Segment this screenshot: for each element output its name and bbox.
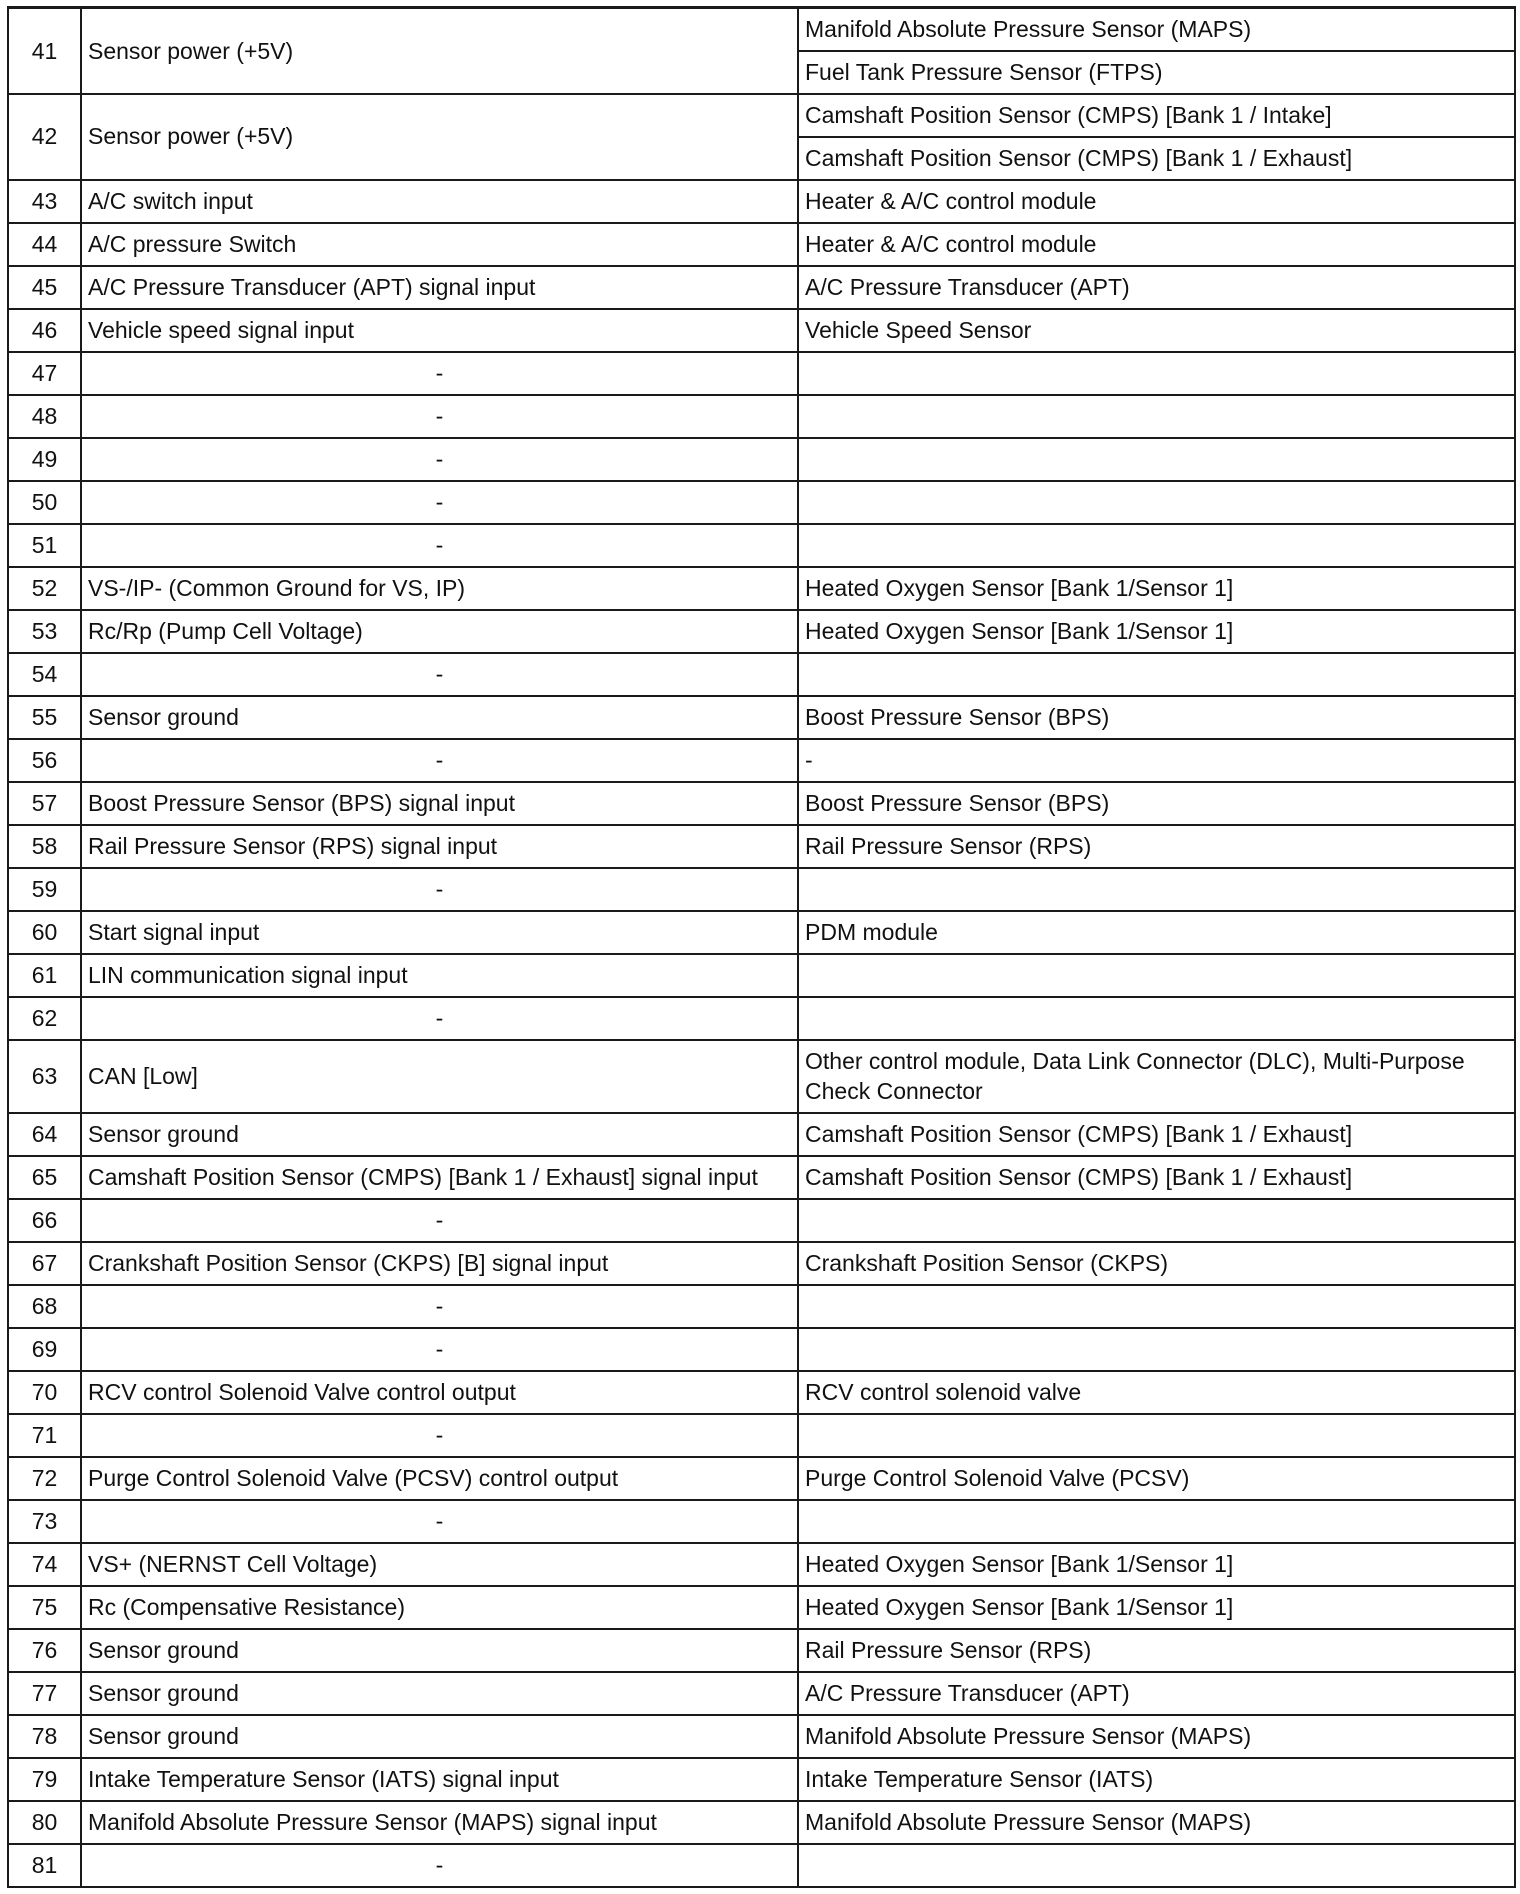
pin-description: - [81, 1500, 798, 1543]
pin-number: 71 [8, 1414, 81, 1457]
pin-number: 62 [8, 997, 81, 1040]
table-row [8, 954, 1515, 997]
table-row [8, 438, 1515, 481]
pin-number: 49 [8, 438, 81, 481]
pin-description: Rc (Compensative Resistance) [81, 1586, 798, 1629]
connected-component: Rail Pressure Sensor (RPS) [798, 825, 1515, 868]
pin-number: 52 [8, 567, 81, 610]
connected-component: Intake Temperature Sensor (IATS) [798, 1758, 1515, 1801]
pin-table [7, 6, 1516, 1888]
pin-description: Sensor ground [81, 1672, 798, 1715]
pin-number: 77 [8, 1672, 81, 1715]
pin-number: 65 [8, 1156, 81, 1199]
pin-description: - [81, 481, 798, 524]
connected-component: Heated Oxygen Sensor [Bank 1/Sensor 1] [798, 610, 1515, 653]
pin-description: - [81, 653, 798, 696]
pin-number: 63 [8, 1040, 81, 1113]
connected-component [798, 524, 1515, 567]
table-row [8, 395, 1515, 438]
table-row [8, 1371, 1515, 1414]
pin-number: 80 [8, 1801, 81, 1844]
table-row [8, 1457, 1515, 1500]
pin-description: Rail Pressure Sensor (RPS) signal input [81, 825, 798, 868]
pin-number: 45 [8, 266, 81, 309]
table-row [8, 266, 1515, 309]
pin-number: 66 [8, 1199, 81, 1242]
table-row [8, 8, 1515, 51]
connected-component: Manifold Absolute Pressure Sensor (MAPS) [798, 8, 1515, 51]
pin-description: Intake Temperature Sensor (IATS) signal input [81, 1758, 798, 1801]
connected-component [798, 1414, 1515, 1457]
connected-component [798, 1199, 1515, 1242]
pin-description: Sensor ground [81, 1113, 798, 1156]
connected-component: - [798, 739, 1515, 782]
connected-component [798, 352, 1515, 395]
pin-description: Purge Control Solenoid Valve (PCSV) control output [81, 1457, 798, 1500]
pin-number: 60 [8, 911, 81, 954]
pin-description: - [81, 524, 798, 567]
connected-component: Fuel Tank Pressure Sensor (FTPS) [798, 51, 1515, 94]
table-row [8, 1414, 1515, 1457]
table-row [8, 825, 1515, 868]
pin-number: 56 [8, 739, 81, 782]
pin-number: 64 [8, 1113, 81, 1156]
table-row [8, 1715, 1515, 1758]
pin-number: 41 [8, 8, 81, 94]
connected-component [798, 954, 1515, 997]
connected-component: Camshaft Position Sensor (CMPS) [Bank 1 / Intake] [798, 94, 1515, 137]
table-row [8, 1040, 1515, 1113]
pin-description: - [81, 739, 798, 782]
pin-table-body [8, 8, 1515, 1887]
table-row [8, 567, 1515, 610]
table-row [8, 1672, 1515, 1715]
connected-component: Heated Oxygen Sensor [Bank 1/Sensor 1] [798, 567, 1515, 610]
pin-description: - [81, 1844, 798, 1887]
connected-component [798, 1500, 1515, 1543]
table-row [8, 696, 1515, 739]
pin-number: 75 [8, 1586, 81, 1629]
pin-description: Manifold Absolute Pressure Sensor (MAPS) signal input [81, 1801, 798, 1844]
table-row [8, 1156, 1515, 1199]
connected-component: RCV control solenoid valve [798, 1371, 1515, 1414]
pin-description: - [81, 395, 798, 438]
table-row [8, 524, 1515, 567]
table-row [8, 1844, 1515, 1887]
table-row [8, 739, 1515, 782]
pin-number: 73 [8, 1500, 81, 1543]
pin-number: 69 [8, 1328, 81, 1371]
connected-component: Heated Oxygen Sensor [Bank 1/Sensor 1] [798, 1586, 1515, 1629]
table-row [8, 1242, 1515, 1285]
pin-description: VS-/IP- (Common Ground for VS, IP) [81, 567, 798, 610]
table-row [8, 1328, 1515, 1371]
pin-description: - [81, 868, 798, 911]
table-row [8, 911, 1515, 954]
pin-number: 54 [8, 653, 81, 696]
pin-description: - [81, 1414, 798, 1457]
pin-description: - [81, 352, 798, 395]
table-row [8, 1113, 1515, 1156]
table-row [8, 1500, 1515, 1543]
pin-description: CAN [Low] [81, 1040, 798, 1113]
pin-number: 79 [8, 1758, 81, 1801]
table-row [8, 997, 1515, 1040]
pin-description: - [81, 1199, 798, 1242]
connected-component: Camshaft Position Sensor (CMPS) [Bank 1 / Exhaust] [798, 137, 1515, 180]
pin-number: 53 [8, 610, 81, 653]
pin-number: 57 [8, 782, 81, 825]
connected-component: Rail Pressure Sensor (RPS) [798, 1629, 1515, 1672]
pin-number: 68 [8, 1285, 81, 1328]
connected-component: Camshaft Position Sensor (CMPS) [Bank 1 / Exhaust] [798, 1113, 1515, 1156]
table-row [8, 309, 1515, 352]
pin-description: - [81, 997, 798, 1040]
pin-description: - [81, 438, 798, 481]
pin-description: Crankshaft Position Sensor (CKPS) [B] signal input [81, 1242, 798, 1285]
pin-description: - [81, 1328, 798, 1371]
connected-component: Other control module, Data Link Connector (DLC), Multi-Purpose Check Connector [798, 1040, 1515, 1113]
pin-number: 51 [8, 524, 81, 567]
pin-description: A/C pressure Switch [81, 223, 798, 266]
table-row [8, 1801, 1515, 1844]
connected-component: Heater & A/C control module [798, 223, 1515, 266]
connected-component [798, 438, 1515, 481]
table-row [8, 653, 1515, 696]
pin-number: 47 [8, 352, 81, 395]
table-row [8, 223, 1515, 266]
table-row [8, 610, 1515, 653]
connected-component [798, 1844, 1515, 1887]
pin-description: Camshaft Position Sensor (CMPS) [Bank 1 / Exhaust] signal input [81, 1156, 798, 1199]
connected-component: Vehicle Speed Sensor [798, 309, 1515, 352]
connected-component: Boost Pressure Sensor (BPS) [798, 782, 1515, 825]
pin-description: Rc/Rp (Pump Cell Voltage) [81, 610, 798, 653]
table-row [8, 1586, 1515, 1629]
connected-component: Crankshaft Position Sensor (CKPS) [798, 1242, 1515, 1285]
pin-description: RCV control Solenoid Valve control output [81, 1371, 798, 1414]
pin-description: Sensor ground [81, 1715, 798, 1758]
pin-number: 44 [8, 223, 81, 266]
table-row [8, 1543, 1515, 1586]
connected-component: Purge Control Solenoid Valve (PCSV) [798, 1457, 1515, 1500]
pin-number: 81 [8, 1844, 81, 1887]
pin-description: Sensor power (+5V) [81, 8, 798, 94]
connected-component [798, 868, 1515, 911]
pin-description: - [81, 1285, 798, 1328]
table-row [8, 868, 1515, 911]
pin-number: 72 [8, 1457, 81, 1500]
pin-number: 76 [8, 1629, 81, 1672]
pin-number: 43 [8, 180, 81, 223]
pin-number: 50 [8, 481, 81, 524]
table-row [8, 352, 1515, 395]
connected-component [798, 395, 1515, 438]
pin-description: Boost Pressure Sensor (BPS) signal input [81, 782, 798, 825]
connected-component: Heater & A/C control module [798, 180, 1515, 223]
connected-component: A/C Pressure Transducer (APT) [798, 1672, 1515, 1715]
table-row [8, 94, 1515, 137]
table-row [8, 1629, 1515, 1672]
pin-number: 42 [8, 94, 81, 180]
pin-number: 67 [8, 1242, 81, 1285]
pin-description: A/C switch input [81, 180, 798, 223]
table-row [8, 1758, 1515, 1801]
table-row [8, 180, 1515, 223]
pin-description: Sensor ground [81, 696, 798, 739]
table-row [8, 782, 1515, 825]
table-row [8, 1199, 1515, 1242]
pin-number: 70 [8, 1371, 81, 1414]
pin-description: Sensor ground [81, 1629, 798, 1672]
pin-number: 48 [8, 395, 81, 438]
pin-number: 61 [8, 954, 81, 997]
connected-component: A/C Pressure Transducer (APT) [798, 266, 1515, 309]
pin-number: 46 [8, 309, 81, 352]
connected-component: PDM module [798, 911, 1515, 954]
pin-description: A/C Pressure Transducer (APT) signal input [81, 266, 798, 309]
connected-component: Manifold Absolute Pressure Sensor (MAPS) [798, 1715, 1515, 1758]
pin-description: Start signal input [81, 911, 798, 954]
table-row [8, 481, 1515, 524]
connected-component [798, 997, 1515, 1040]
connected-component: Heated Oxygen Sensor [Bank 1/Sensor 1] [798, 1543, 1515, 1586]
pin-description: Vehicle speed signal input [81, 309, 798, 352]
pin-number: 74 [8, 1543, 81, 1586]
connected-component [798, 1328, 1515, 1371]
pin-number: 58 [8, 825, 81, 868]
pin-description: VS+ (NERNST Cell Voltage) [81, 1543, 798, 1586]
connected-component: Manifold Absolute Pressure Sensor (MAPS) [798, 1801, 1515, 1844]
pin-description: Sensor power (+5V) [81, 94, 798, 180]
connected-component: Camshaft Position Sensor (CMPS) [Bank 1 / Exhaust] [798, 1156, 1515, 1199]
pin-number: 78 [8, 1715, 81, 1758]
connected-component [798, 653, 1515, 696]
pin-description: LIN communication signal input [81, 954, 798, 997]
pin-number: 55 [8, 696, 81, 739]
pin-number: 59 [8, 868, 81, 911]
connected-component: Boost Pressure Sensor (BPS) [798, 696, 1515, 739]
table-row [8, 1285, 1515, 1328]
connected-component [798, 481, 1515, 524]
connected-component [798, 1285, 1515, 1328]
